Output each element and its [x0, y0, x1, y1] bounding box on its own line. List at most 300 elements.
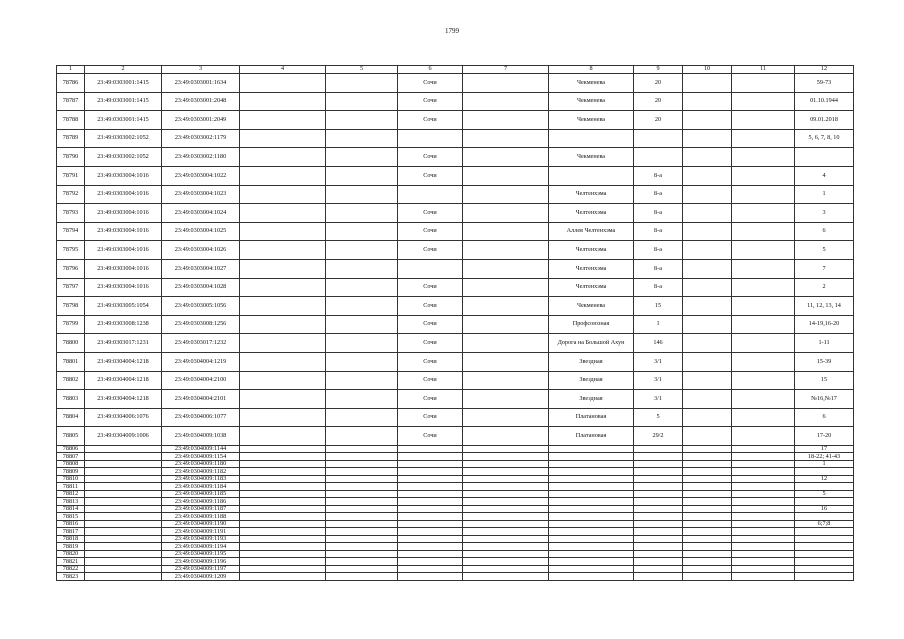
row-number: 78803 — [57, 390, 85, 409]
col-7 — [463, 468, 549, 476]
cadastral-number: 23:49:0303008:1256 — [162, 315, 240, 334]
house-number-cell: 20 — [634, 111, 683, 130]
col-7 — [463, 558, 549, 566]
table-row — [57, 498, 854, 506]
table-row — [57, 129, 854, 148]
col-11 — [732, 573, 795, 581]
col-10 — [683, 92, 732, 111]
city-cell — [398, 453, 463, 461]
col-10 — [683, 222, 732, 241]
city-cell — [398, 543, 463, 551]
col-5 — [326, 490, 398, 498]
col-11 — [732, 148, 795, 167]
col-11 — [732, 204, 795, 223]
row-number: 78819 — [57, 543, 85, 551]
house-number-cell — [634, 513, 683, 521]
col-10 — [683, 129, 732, 148]
cadastral-number: 23:49:0304009:1184 — [162, 483, 240, 491]
parent-cadastral-number: 23:49:0303004:1016 — [85, 259, 162, 278]
house-number-cell — [634, 573, 683, 581]
row-number: 78805 — [57, 427, 85, 446]
row-number: 78792 — [57, 185, 85, 204]
col-11 — [732, 460, 795, 468]
city-cell — [398, 185, 463, 204]
premises-cell — [795, 573, 854, 581]
city-cell — [398, 490, 463, 498]
table-row — [57, 352, 854, 371]
parent-cadastral-number — [85, 543, 162, 551]
table-row — [57, 148, 854, 167]
col-5 — [326, 278, 398, 297]
table-row — [57, 241, 854, 260]
street-cell — [549, 483, 634, 491]
col-7 — [463, 259, 549, 278]
street-cell — [549, 498, 634, 506]
premises-cell: 1 — [795, 185, 854, 204]
row-number: 78817 — [57, 528, 85, 536]
col-11 — [732, 427, 795, 446]
street-cell — [549, 475, 634, 483]
premises-cell — [795, 565, 854, 573]
col-11 — [732, 315, 795, 334]
city-cell: Сочи — [398, 334, 463, 353]
col-11 — [732, 543, 795, 551]
parent-cadastral-number — [85, 475, 162, 483]
street-cell: Чекменева — [549, 297, 634, 316]
house-number-cell: 8-а — [634, 222, 683, 241]
cadastral-number: 23:49:0303002:1180 — [162, 148, 240, 167]
col-10 — [683, 535, 732, 543]
parent-cadastral-number: 23:49:0304006:1076 — [85, 408, 162, 427]
city-cell: Сочи — [398, 278, 463, 297]
cadastral-number: 23:49:0303002:1179 — [162, 129, 240, 148]
table-row — [57, 166, 854, 185]
col-4 — [240, 259, 326, 278]
city-cell — [398, 535, 463, 543]
col-10 — [683, 445, 732, 453]
table-row — [57, 535, 854, 543]
cadastral-number: 23:49:0304009:1154 — [162, 453, 240, 461]
row-number: 78786 — [57, 74, 85, 93]
city-cell: Сочи — [398, 241, 463, 260]
col-10 — [683, 460, 732, 468]
table-row — [57, 468, 854, 476]
column-header: 6 — [398, 66, 463, 74]
col-4 — [240, 166, 326, 185]
premises-cell — [795, 483, 854, 491]
street-cell: Профсоюзная — [549, 315, 634, 334]
house-number-cell: 8-а — [634, 204, 683, 223]
col-10 — [683, 259, 732, 278]
street-cell: Дорога на Большой Ахун — [549, 334, 634, 353]
col-11 — [732, 550, 795, 558]
col-11 — [732, 259, 795, 278]
cadastral-number: 23:49:0303001:1634 — [162, 74, 240, 93]
col-5 — [326, 453, 398, 461]
row-number: 78787 — [57, 92, 85, 111]
house-number-cell: 8-а — [634, 241, 683, 260]
premises-cell: 5 — [795, 241, 854, 260]
col-5 — [326, 259, 398, 278]
col-5 — [326, 241, 398, 260]
col-10 — [683, 111, 732, 130]
row-number: 78808 — [57, 460, 85, 468]
col-4 — [240, 558, 326, 566]
table-row — [57, 528, 854, 536]
premises-cell: 4 — [795, 166, 854, 185]
column-header: 11 — [732, 66, 795, 74]
street-cell — [549, 490, 634, 498]
street-cell — [549, 528, 634, 536]
col-10 — [683, 390, 732, 409]
parent-cadastral-number: 23:49:0303004:1016 — [85, 204, 162, 223]
col-10 — [683, 565, 732, 573]
city-cell — [398, 558, 463, 566]
city-cell — [398, 483, 463, 491]
col-11 — [732, 371, 795, 390]
parent-cadastral-number: 23:49:0303001:1415 — [85, 74, 162, 93]
street-cell: Чекменева — [549, 74, 634, 93]
house-number-cell — [634, 483, 683, 491]
table-row — [57, 390, 854, 409]
table-row — [57, 520, 854, 528]
col-7 — [463, 513, 549, 521]
col-5 — [326, 468, 398, 476]
col-4 — [240, 278, 326, 297]
street-cell: Челтенхэма — [549, 185, 634, 204]
parent-cadastral-number: 23:49:0303004:1016 — [85, 278, 162, 297]
premises-cell: 09.01.2018 — [795, 111, 854, 130]
house-number-cell — [634, 550, 683, 558]
house-number-cell — [634, 490, 683, 498]
premises-cell: 14-19,16-20 — [795, 315, 854, 334]
table-row — [57, 278, 854, 297]
street-cell: Звездная — [549, 371, 634, 390]
parent-cadastral-number: 23:49:0304004:1218 — [85, 371, 162, 390]
table-row — [57, 445, 854, 453]
col-4 — [240, 550, 326, 558]
street-cell — [549, 535, 634, 543]
col-7 — [463, 445, 549, 453]
premises-cell — [795, 543, 854, 551]
col-11 — [732, 92, 795, 111]
col-7 — [463, 490, 549, 498]
parent-cadastral-number — [85, 573, 162, 581]
premises-cell — [795, 550, 854, 558]
city-cell — [398, 513, 463, 521]
table-row — [57, 297, 854, 316]
parent-cadastral-number — [85, 445, 162, 453]
cadastral-number: 23:49:0304009:1180 — [162, 460, 240, 468]
col-7 — [463, 334, 549, 353]
table-row — [57, 550, 854, 558]
row-number: 78810 — [57, 475, 85, 483]
header-row — [57, 66, 854, 74]
city-cell: Сочи — [398, 204, 463, 223]
cadastral-number: 23:49:0304009:1144 — [162, 445, 240, 453]
row-number: 78791 — [57, 166, 85, 185]
premises-cell: 11, 12, 13, 14 — [795, 297, 854, 316]
col-5 — [326, 334, 398, 353]
cadastral-number: 23:49:0304004:2100 — [162, 371, 240, 390]
street-cell — [549, 505, 634, 513]
cadastral-number: 23:49:0303001:2048 — [162, 92, 240, 111]
city-cell — [398, 445, 463, 453]
parent-cadastral-number: 23:49:0303008:1238 — [85, 315, 162, 334]
col-11 — [732, 505, 795, 513]
registry-table — [56, 65, 854, 581]
house-number-cell — [634, 558, 683, 566]
col-11 — [732, 334, 795, 353]
cadastral-number: 23:49:0304009:1183 — [162, 475, 240, 483]
row-number: 78821 — [57, 558, 85, 566]
parent-cadastral-number — [85, 490, 162, 498]
col-7 — [463, 543, 549, 551]
col-4 — [240, 475, 326, 483]
city-cell: Сочи — [398, 148, 463, 167]
col-4 — [240, 111, 326, 130]
col-5 — [326, 297, 398, 316]
parent-cadastral-number — [85, 453, 162, 461]
house-number-cell — [634, 460, 683, 468]
street-cell — [549, 565, 634, 573]
house-number-cell — [634, 543, 683, 551]
cadastral-number: 23:49:0303005:1056 — [162, 297, 240, 316]
col-11 — [732, 408, 795, 427]
col-7 — [463, 535, 549, 543]
table-row — [57, 74, 854, 93]
col-10 — [683, 468, 732, 476]
col-5 — [326, 535, 398, 543]
parent-cadastral-number: 23:49:0303004:1016 — [85, 222, 162, 241]
city-cell — [398, 468, 463, 476]
col-4 — [240, 490, 326, 498]
col-10 — [683, 185, 732, 204]
col-7 — [463, 390, 549, 409]
row-number: 78788 — [57, 111, 85, 130]
house-number-cell: 8-а — [634, 166, 683, 185]
cadastral-number: 23:49:0304009:1196 — [162, 558, 240, 566]
col-11 — [732, 74, 795, 93]
house-number-cell — [634, 520, 683, 528]
table-row — [57, 543, 854, 551]
col-5 — [326, 460, 398, 468]
city-cell: Сочи — [398, 352, 463, 371]
col-5 — [326, 204, 398, 223]
col-10 — [683, 315, 732, 334]
parent-cadastral-number: 23:49:0303005:1054 — [85, 297, 162, 316]
column-header: 10 — [683, 66, 732, 74]
premises-cell: 6 — [795, 408, 854, 427]
col-7 — [463, 453, 549, 461]
house-number-cell: 20 — [634, 74, 683, 93]
row-number: 78822 — [57, 565, 85, 573]
house-number-cell: 8-а — [634, 259, 683, 278]
col-5 — [326, 573, 398, 581]
col-5 — [326, 520, 398, 528]
col-5 — [326, 408, 398, 427]
col-5 — [326, 498, 398, 506]
parent-cadastral-number: 23:49:0303004:1016 — [85, 185, 162, 204]
premises-cell — [795, 498, 854, 506]
street-cell — [549, 460, 634, 468]
col-4 — [240, 371, 326, 390]
col-11 — [732, 111, 795, 130]
col-4 — [240, 390, 326, 409]
city-cell: Сочи — [398, 315, 463, 334]
row-number: 78823 — [57, 573, 85, 581]
city-cell: Сочи — [398, 371, 463, 390]
premises-cell — [795, 535, 854, 543]
col-4 — [240, 468, 326, 476]
col-11 — [732, 352, 795, 371]
column-header: 9 — [634, 66, 683, 74]
col-10 — [683, 148, 732, 167]
col-10 — [683, 505, 732, 513]
row-number: 78812 — [57, 490, 85, 498]
house-number-cell — [634, 475, 683, 483]
row-number: 78814 — [57, 505, 85, 513]
parent-cadastral-number: 23:49:0304004:1218 — [85, 390, 162, 409]
street-cell: Платановая — [549, 408, 634, 427]
col-4 — [240, 453, 326, 461]
col-5 — [326, 427, 398, 446]
row-number: 78809 — [57, 468, 85, 476]
col-4 — [240, 74, 326, 93]
table-row — [57, 558, 854, 566]
house-number-cell — [634, 148, 683, 167]
col-4 — [240, 565, 326, 573]
city-cell — [398, 573, 463, 581]
parent-cadastral-number — [85, 460, 162, 468]
table-row — [57, 490, 854, 498]
city-cell — [398, 528, 463, 536]
col-4 — [240, 520, 326, 528]
col-4 — [240, 505, 326, 513]
city-cell: Сочи — [398, 408, 463, 427]
street-cell: Челтенхэма — [549, 259, 634, 278]
street-cell — [549, 129, 634, 148]
house-number-cell: 3/1 — [634, 352, 683, 371]
premises-cell: 3 — [795, 204, 854, 223]
street-cell: Челтенхэма — [549, 204, 634, 223]
premises-cell — [795, 468, 854, 476]
col-5 — [326, 92, 398, 111]
city-cell — [398, 259, 463, 278]
city-cell: Сочи — [398, 390, 463, 409]
premises-cell: 01.10.1944 — [795, 92, 854, 111]
premises-cell: 15 — [795, 371, 854, 390]
house-number-cell — [634, 565, 683, 573]
house-number-cell: 3/1 — [634, 390, 683, 409]
parent-cadastral-number — [85, 520, 162, 528]
col-7 — [463, 498, 549, 506]
city-cell — [398, 129, 463, 148]
col-7 — [463, 520, 549, 528]
col-11 — [732, 390, 795, 409]
col-5 — [326, 129, 398, 148]
row-number: 78795 — [57, 241, 85, 260]
row-number: 78802 — [57, 371, 85, 390]
col-11 — [732, 558, 795, 566]
col-11 — [732, 490, 795, 498]
col-11 — [732, 483, 795, 491]
parent-cadastral-number — [85, 528, 162, 536]
street-cell — [549, 166, 634, 185]
col-7 — [463, 297, 549, 316]
table-row — [57, 565, 854, 573]
col-7 — [463, 148, 549, 167]
table-row — [57, 111, 854, 130]
col-11 — [732, 513, 795, 521]
col-4 — [240, 535, 326, 543]
parent-cadastral-number — [85, 483, 162, 491]
table-row — [57, 315, 854, 334]
parent-cadastral-number — [85, 505, 162, 513]
house-number-cell: 1 — [634, 315, 683, 334]
premises-cell: 5 — [795, 490, 854, 498]
col-10 — [683, 543, 732, 551]
column-header: 5 — [326, 66, 398, 74]
city-cell: Сочи — [398, 297, 463, 316]
col-10 — [683, 427, 732, 446]
col-10 — [683, 483, 732, 491]
house-number-cell: 15 — [634, 297, 683, 316]
house-number-cell: 8-а — [634, 278, 683, 297]
col-5 — [326, 371, 398, 390]
row-number: 78813 — [57, 498, 85, 506]
parent-cadastral-number — [85, 513, 162, 521]
premises-cell: 5, 6, 7, 8, 10 — [795, 129, 854, 148]
city-cell — [398, 475, 463, 483]
row-number: 78789 — [57, 129, 85, 148]
cadastral-number: 23:49:0303004:1026 — [162, 241, 240, 260]
col-5 — [326, 558, 398, 566]
street-cell — [549, 543, 634, 551]
col-10 — [683, 204, 732, 223]
col-5 — [326, 390, 398, 409]
col-4 — [240, 185, 326, 204]
row-number: 78820 — [57, 550, 85, 558]
parent-cadastral-number — [85, 498, 162, 506]
col-7 — [463, 185, 549, 204]
col-5 — [326, 111, 398, 130]
col-7 — [463, 483, 549, 491]
premises-cell: 12 — [795, 475, 854, 483]
cadastral-number: 23:49:0303004:1027 — [162, 259, 240, 278]
table-row — [57, 460, 854, 468]
col-5 — [326, 166, 398, 185]
row-number: 78796 — [57, 259, 85, 278]
cadastral-number: 23:49:0303004:1023 — [162, 185, 240, 204]
column-header: 12 — [795, 66, 854, 74]
cadastral-number: 23:49:0304009:1209 — [162, 573, 240, 581]
house-number-cell — [634, 445, 683, 453]
col-10 — [683, 498, 732, 506]
cadastral-number: 23:49:0304009:1188 — [162, 513, 240, 521]
col-7 — [463, 129, 549, 148]
cadastral-number: 23:49:0304009:1191 — [162, 528, 240, 536]
street-cell: Чекменева — [549, 148, 634, 167]
col-5 — [326, 445, 398, 453]
house-number-cell — [634, 129, 683, 148]
street-cell: Платановая — [549, 427, 634, 446]
col-7 — [463, 315, 549, 334]
row-number: 78790 — [57, 148, 85, 167]
col-7 — [463, 573, 549, 581]
street-cell — [549, 445, 634, 453]
col-10 — [683, 166, 732, 185]
